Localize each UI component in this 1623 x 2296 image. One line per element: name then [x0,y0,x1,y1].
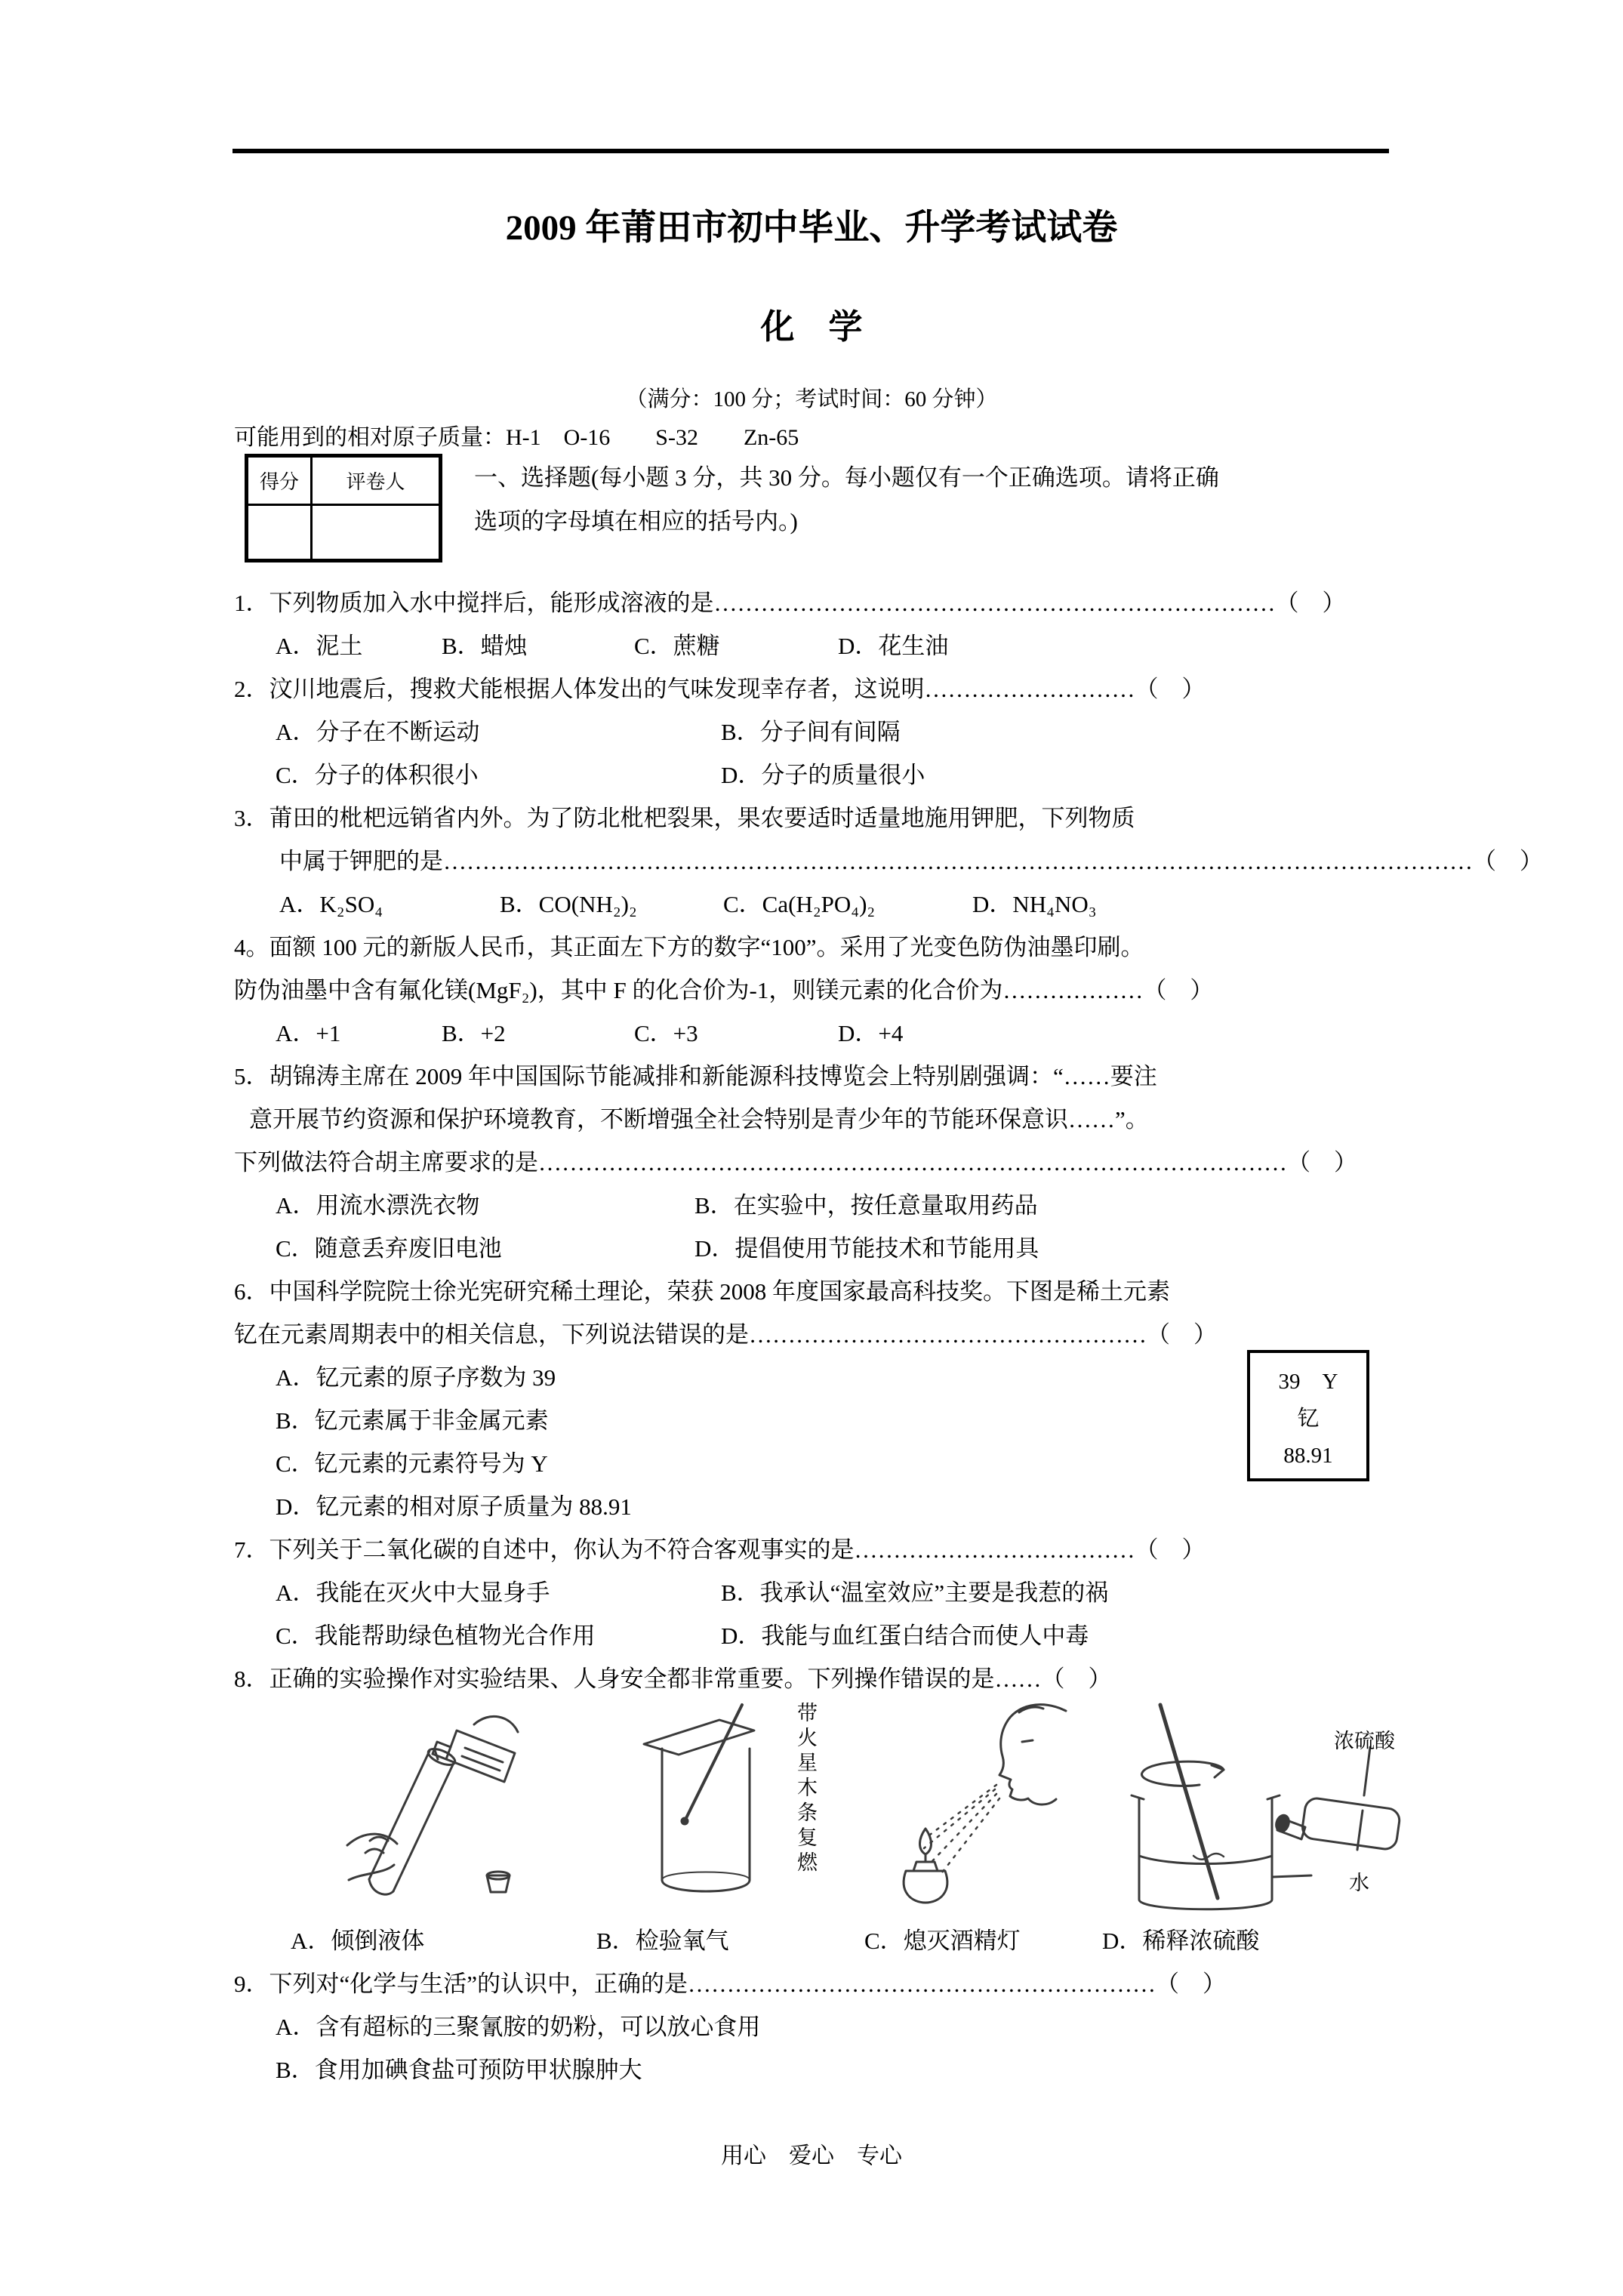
q3-option-a: A．K₂SO₄ [279,891,383,917]
q2-options-row2 [234,754,1412,797]
q9-option-b: B．食用加碘食盐可预防甲状腺肿大 [276,2057,642,2083]
subject-title: 化 学 [760,308,863,346]
figure-caption-c: C．熄灭酒精灯 [864,1928,1021,1954]
q4-options [234,1012,1412,1055]
figure-c-extinguish-lamp [868,1700,1079,1915]
q4-option-d: D．+4 [838,1020,904,1046]
blow-lamp-illustration [868,1700,1079,1915]
figure-caption-b: B．检验氧气 [596,1928,729,1954]
q3-text-line1: 3．莆田的枇杷远销省内外。为了防北枇杷裂果，果农要适时适量地施用钾肥，下列物质 [234,805,1135,831]
q7-option-a: A．我能在灭火中大显身手 [276,1579,550,1606]
section1-instruction [474,456,1410,544]
q4-option-b: B．+2 [442,1020,506,1046]
q3-text-line2: 中属于钾肥的是……………………………………………………………………………………………………………………（ ） [279,848,1543,874]
q9-text: 9．下列对“化学与生活”的认识中，正确的是……………………………………………………（ ） [234,1971,1227,1997]
q2-option-c: C．分子的体积很小 [276,762,479,788]
q5-option-b: B．在实验中，按任意量取用药品 [694,1192,1038,1219]
figure-caption-d: D．稀释浓硫酸 [1102,1928,1260,1954]
element-mass: 88.91 [1283,1444,1333,1468]
score-label-cell: 得分 [248,458,313,506]
page-footer: 用心 爱心 专心 [721,2143,902,2168]
top-rule [233,149,1389,153]
q2-option-b: B．分子间有间隔 [721,719,901,745]
q5-options-row1 [234,1184,1412,1227]
q6-text-line2: 钇在元素周期表中的相关信息，下列说法错误的是……………………………………………（ ） [234,1321,1217,1348]
section1-instruction-line1: 一、选择题(每小题 3 分，共 30 分。每小题仅有一个正确选项。请将正确 [474,464,1219,491]
q1-option-d: D．花生油 [838,633,949,659]
q4-option-c: C．+3 [634,1020,698,1046]
q1-option-a: A．泥土 [276,633,363,659]
q2-text: 2．汶川地震后，搜救犬能根据人体发出的气味发现幸存者，这说明………………………（ ） [234,676,1206,702]
q3-option-c: C．Ca(H₂PO₄)₂ [723,891,876,917]
q6-text-line1: 6．中国科学院院士徐光宪研究稀土理论，荣获 2008 年度国家最高科技奖。下图是稀土元素 [234,1278,1170,1305]
q9-option-a: A．含有超标的三聚氰胺的奶粉，可以放心食用 [276,2014,761,2040]
q6-option-a: A．钇元素的原子序数为 39 [276,1364,556,1391]
q4-text-line1: 4。面额 100 元的新版人民币，其正面左下方的数字“100”。采用了光变色防伪油墨印刷。 [234,934,1144,960]
q5-option-c: C．随意丢弃废旧电池 [276,1235,502,1262]
q6-option-c: C．钇元素的元素符号为 Y [276,1450,548,1477]
yttrium-element-box [1247,1350,1369,1481]
grader-empty-cell [313,506,439,559]
q1-options [234,624,1412,667]
q5-options-row2 [234,1227,1412,1270]
q4-option-a: A．+1 [276,1020,341,1046]
q2-options-row1 [234,710,1412,754]
q5-text-line2: 意开展节约资源和保护环境教育，不断增强全社会特别是青少年的节能环保意识……”。 [249,1106,1149,1133]
questions-area [234,581,1543,2091]
q2-option-a: A．分子在不断运动 [276,719,480,745]
element-number-symbol: 39 Y [1278,1370,1338,1394]
q8-text: 8．正确的实验操作对实验结果、人身安全都非常重要。下列操作错误的是……（ ） [234,1666,1112,1692]
glowing-splint-label: 带火星木条复燃 [794,1702,817,1876]
q1-option-c: C．蔗糖 [634,633,720,659]
score-box [245,454,442,562]
score-empty-cell [248,506,313,559]
oxygen-test-illustration [630,1700,781,1915]
score-time-line: （满分：100 分；考试时间：60 分钟） [625,387,998,411]
q3-option-b: B．CO(NH₂)₂ [500,891,637,917]
q6-option-d: D．钇元素的相对原子质量为 88.91 [276,1493,632,1520]
figure-a-pour-liquid [325,1700,536,1915]
q1-option-b: B．蜡烛 [442,633,528,659]
page-title: 2009 年莆田市初中毕业、升学考试试卷 [505,208,1118,248]
q7-options-row2 [234,1614,1412,1657]
q1-text: 1．下列物质加入水中搅拌后，能形成溶液的是………………………………………………………………（ ） [234,590,1346,616]
figure-caption-a: A．倾倒液体 [291,1928,425,1954]
pour-liquid-illustration [325,1700,536,1915]
water-label: 水 [1349,1872,1369,1894]
q7-text: 7．下列关于二氧化碳的自述中，你认为不符合客观事实的是………………………………（ ） [234,1536,1206,1563]
q3-options [234,883,1412,926]
q6-option-b: B．钇元素属于非金属元素 [276,1407,549,1434]
q4-text-line2: 防伪油墨中含有氟化镁(MgF₂)，其中 F 的化合价为-1，则镁元素的化合价为………………（ ） [234,977,1214,1003]
q5-option-a: A．用流水漂洗衣物 [276,1192,480,1219]
element-name: 钇 [1297,1407,1320,1431]
q8-figure-captions [234,1919,1412,1962]
section1-instruction-line2: 选项的字母填在相应的括号内。) [474,508,798,535]
q5-text-line1: 5．胡锦涛主席在 2009 年中国国际节能减排和新能源科技博览会上特别剧强调：“……要注 [234,1063,1157,1089]
q7-options-row1 [234,1571,1412,1614]
atomic-mass-line: 可能用到的相对原子质量：H-1 O-16 S-32 Zn-65 [234,425,799,450]
figure-d-dilute-acid [1121,1700,1419,1919]
q5-text-line3: 下列做法符合胡主席要求的是……………………………………………………………………………………（ ） [234,1149,1357,1176]
q3-option-d: D．NH₄NO₃ [972,891,1097,917]
q7-option-c: C．我能帮助绿色植物光合作用 [276,1623,596,1649]
q7-option-d: D．我能与血红蛋白结合而使人中毒 [721,1623,1089,1649]
grader-label-cell: 评卷人 [313,458,439,506]
q7-option-b: B．我承认“温室效应”主要是我惹的祸 [721,1579,1109,1606]
q2-option-d: D．分子的质量很小 [721,762,925,788]
figure-b-test-oxygen [630,1700,819,1915]
acid-label: 浓硫酸 [1334,1730,1395,1752]
q8-figure-row [234,1700,1412,1919]
q5-option-d: D．提倡使用节能技术和节能用具 [694,1235,1039,1262]
